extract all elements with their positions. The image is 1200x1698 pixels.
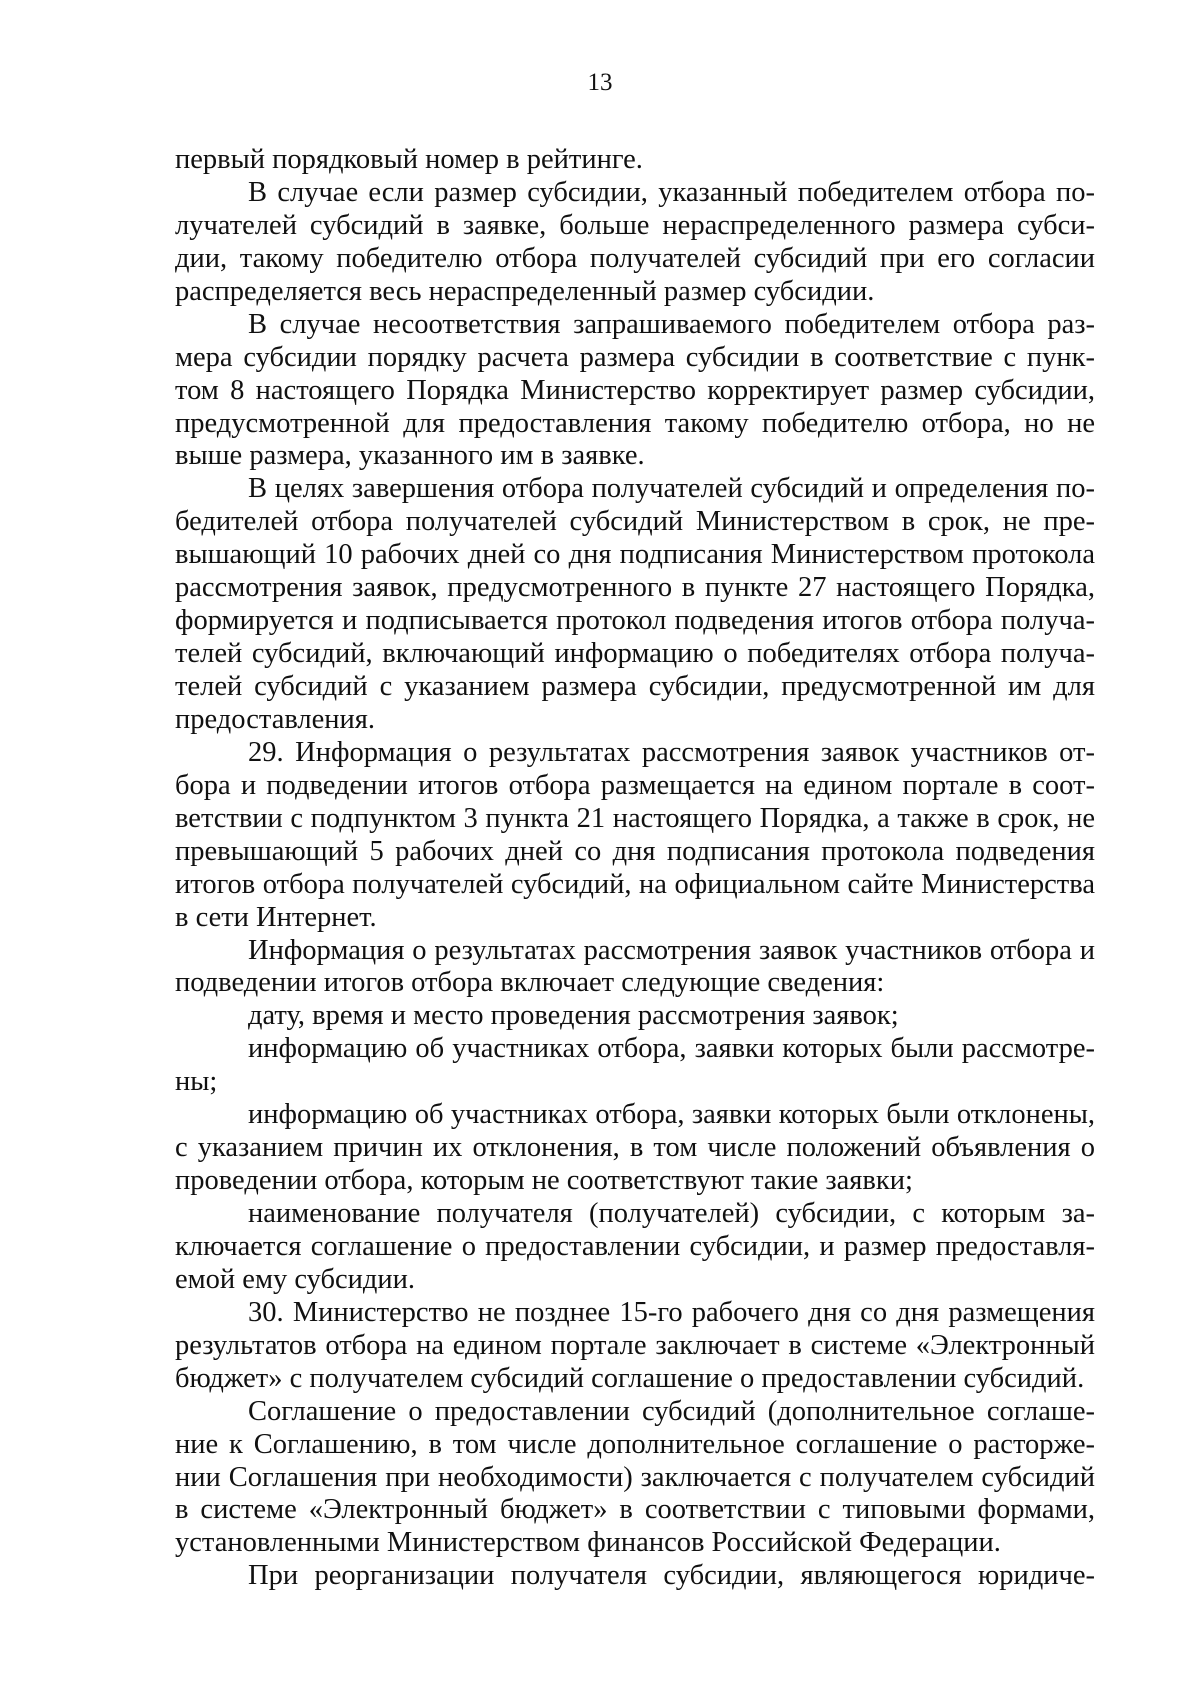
text-line: лучателей субсидий в заявке, больше нераспределенного размера субси- (175, 209, 1095, 241)
text-line: При реорганизации получателя субсидии, являющегося юридиче- (248, 1560, 1095, 1592)
text-line: распределяется весь нераспределенный размер субсидии. (175, 275, 875, 307)
text-line: нии Соглашения при необходимости) заключается с получателем субсидий (175, 1461, 1095, 1493)
text-line: телей субсидий с указанием размера субсидии, предусмотренной им для (175, 671, 1095, 702)
text-line: вышающий 10 рабочих дней со дня подписания Министерством протокола (175, 539, 1095, 571)
text-line: телей субсидий, включающий информацию о победителях отбора получа- (175, 638, 1095, 670)
text-line: в системе «Электронный бюджет» в соответствии с типовыми формами, (175, 1494, 1095, 1526)
document-body (175, 144, 1095, 1593)
text-line: мера субсидии порядку расчета размера субсидии в соответствие с пунк- (175, 341, 1095, 373)
text-line: рассмотрения заявок, предусмотренного в пункте 27 настоящего Порядка, (175, 572, 1095, 604)
text-line: превышающий 5 рабочих дней со дня подписания протокола подведения (175, 835, 1095, 867)
text-line: ключается соглашение о предоставлении субсидии, и размер предоставля- (175, 1230, 1095, 1262)
text-line: бедителей отбора получателей субсидий Министерством в срок, не пре- (175, 506, 1095, 538)
text-line: итогов отбора получателей субсидий, на официальном сайте Министерства (175, 868, 1095, 900)
text-line: В случае если размер субсидии, указанный победителем отбора по- (248, 176, 1095, 208)
text-line: результатов отбора на едином портале заключает в системе «Электронный (175, 1329, 1095, 1361)
text-line: том 8 настоящего Порядка Министерство корректирует размер субсидии, (175, 374, 1095, 406)
text-line: установленными Министерством финансов Российской Федерации. (175, 1527, 1001, 1559)
text-line: ние к Соглашению, в том числе дополнительное соглашение о расторже- (175, 1428, 1095, 1460)
text-line: предоставления. (175, 703, 376, 735)
text-line: выше размера, указанного им в заявке. (175, 440, 645, 472)
text-line: 29. Информация о результатах рассмотрения заявок участников от- (248, 736, 1095, 768)
text-line: Соглашение о предоставлении субсидий (дополнительное соглаше- (248, 1395, 1095, 1427)
text-line: дии, такому победителю отбора получателей субсидий при его согласии (175, 242, 1095, 274)
text-line: 30. Министерство не позднее 15-го рабочего дня со дня размещения (248, 1296, 1095, 1328)
text-line: с указанием причин их отклонения, в том числе положений объявления о (175, 1132, 1095, 1164)
text-line: информацию об участниках отбора, заявки которых были отклонены, (248, 1099, 1095, 1131)
text-line: ны; (175, 1066, 218, 1098)
text-line: дату, время и место проведения рассмотрения заявок; (248, 1000, 899, 1032)
text-line: предусмотренной для предоставления такому победителю отбора, но не (175, 407, 1095, 439)
text-line: ветствии с подпунктом 3 пункта 21 настоящего Порядка, а также в срок, не (175, 802, 1095, 834)
text-line: Информация о результатах рассмотрения заявок участников отбора и (248, 934, 1095, 966)
text-line: емой ему субсидии. (175, 1263, 416, 1295)
text-line: формируется и подписывается протокол подведения итогов отбора получа- (175, 605, 1095, 637)
page-number: 13 (587, 69, 613, 96)
text-line: наименование получателя (получателей) субсидии, с которым за- (248, 1198, 1095, 1229)
text-line: подведении итогов отбора включает следующие сведения: (175, 967, 885, 999)
text-line: В случае несоответствия запрашиваемого победителем отбора раз- (248, 308, 1095, 340)
text-line: первый порядковый номер в рейтинге. (175, 144, 643, 175)
text-line: в сети Интернет. (175, 901, 377, 933)
text-line: бюджет» с получателем субсидий соглашение о предоставлении субсидий. (175, 1362, 1085, 1394)
text-line: В целях завершения отбора получателей субсидий и определения по- (248, 473, 1095, 505)
text-line: проведении отбора, которым не соответствуют такие заявки; (175, 1165, 913, 1197)
text-line: бора и подведении итогов отбора размещается на едином портале в соот- (175, 769, 1095, 801)
text-line: информацию об участниках отбора, заявки которых были рассмотре- (248, 1033, 1095, 1065)
